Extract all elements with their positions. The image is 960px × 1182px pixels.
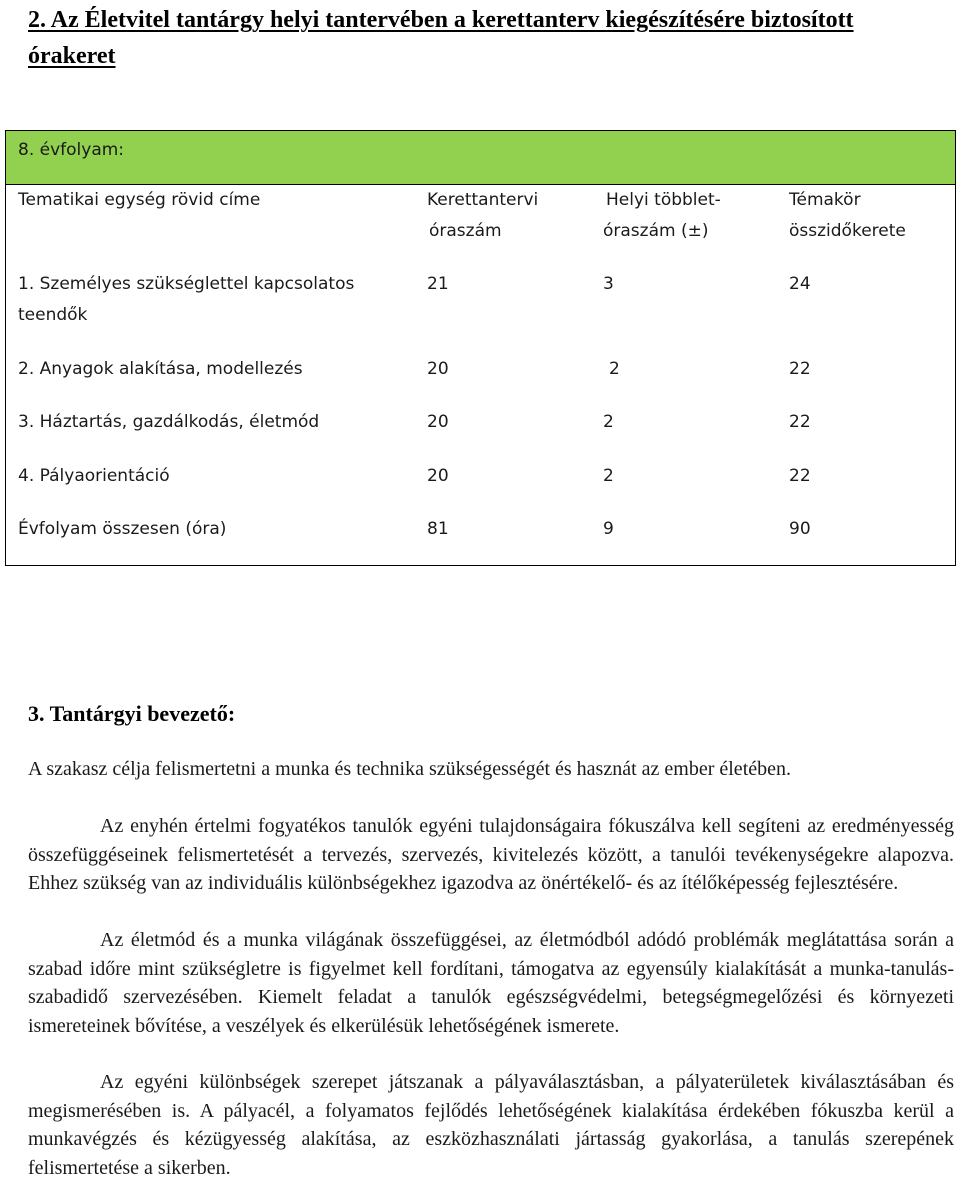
paragraph: Az enyhén értelmi fogyatékos tanulók egyéni tulajdonságaira fókuszálva kell segíteni az eredményesség összefüggéseinek felismertetését a tervezés, szervezés, kivitelezés között, a tanulói tevékenységekre alapozva. Ehhez szükség van az individuális különbségekhez igazodva az önértékelő- és az ítélőképesség fejlesztésére. — [28, 815, 954, 894]
section-3-title: 3. Tantárgyi bevezető: — [28, 701, 236, 726]
header-frame-hours-l1: Kerettantervi — [427, 190, 539, 210]
row-frame-hours: 20 — [427, 466, 449, 486]
row-total-hours: 22 — [789, 359, 811, 379]
paragraph: Az életmód és a munka világának összefüggései, az életmódból adódó problémák meglátattása során a szabad időre mint szükségletre is figyelmet kell fordítani, támogatva az egyensúly kialakítását a munka-tanulás-szabadidő szervezésében. Kiemelt feladat a tanulók egészségvédelmi, betegségmegelőzési és környezeti ismereteinek bővítése, a veszélyek és elkerülésük lehetőségének ismerete. — [28, 929, 954, 1037]
row-title: 4. Pályaorientáció — [18, 466, 170, 486]
header-total-hours-l2: összidőkerete — [789, 221, 906, 241]
hours-table — [5, 130, 956, 566]
header-extra-hours-l2: óraszám (±) — [603, 221, 709, 241]
grade-header-row — [6, 131, 955, 185]
section-2-heading — [28, 2, 928, 74]
section-2-title: 2. Az Életvitel tantárgy helyi tantervében a kerettanterv kiegészítésére biztosított órakeret — [28, 7, 854, 69]
row-frame-hours: 20 — [427, 359, 449, 379]
row-total-hours: 22 — [789, 466, 811, 486]
row-extra-hours: 2 — [609, 359, 620, 379]
row-title-line1: 1. Személyes szükséglettel kapcsolatos — [18, 274, 355, 294]
summary-frame-hours: 81 — [427, 519, 449, 539]
row-title: 2. Anyagok alakítása, modellezés — [18, 359, 303, 379]
header-extra-hours-l1: Helyi többlet- — [606, 190, 721, 210]
row-extra-hours: 2 — [603, 412, 614, 432]
paragraph: A szakasz célja felismertetni a munka és technika szükségességét és hasznát az ember életében. — [28, 758, 791, 780]
summary-total-hours: 90 — [789, 519, 811, 539]
header-topic-title: Tematikai egység rövid címe — [18, 190, 261, 210]
paragraph: Az egyéni különbségek szerepet játszanak a pályaválasztásban, a pályaterületek kiválasztásában és megismerésében is. A pályacél, a folyamatos fejlődés lehetőségének kialakítása érdekében fókuszba kerül a munkavégzés és kézügyesség alakítása, az eszközhasználati jártasság gyakorlása, a tanulás szerepének felismertetése a sikerben. — [28, 1071, 954, 1179]
row-extra-hours: 3 — [603, 274, 614, 294]
row-title-line2: teendők — [18, 305, 88, 325]
row-total-hours: 24 — [789, 274, 811, 294]
row-title: 3. Háztartás, gazdálkodás, életmód — [18, 412, 320, 432]
header-frame-hours-l2: óraszám — [429, 221, 502, 241]
row-extra-hours: 2 — [603, 466, 614, 486]
header-total-hours-l1: Témakör — [789, 190, 861, 210]
row-total-hours: 22 — [789, 412, 811, 432]
row-frame-hours: 20 — [427, 412, 449, 432]
grade-label: 8. évfolyam: — [18, 140, 125, 160]
row-frame-hours: 21 — [427, 274, 449, 294]
summary-extra-hours: 9 — [603, 519, 614, 539]
summary-title: Évfolyam összesen (óra) — [18, 519, 227, 539]
